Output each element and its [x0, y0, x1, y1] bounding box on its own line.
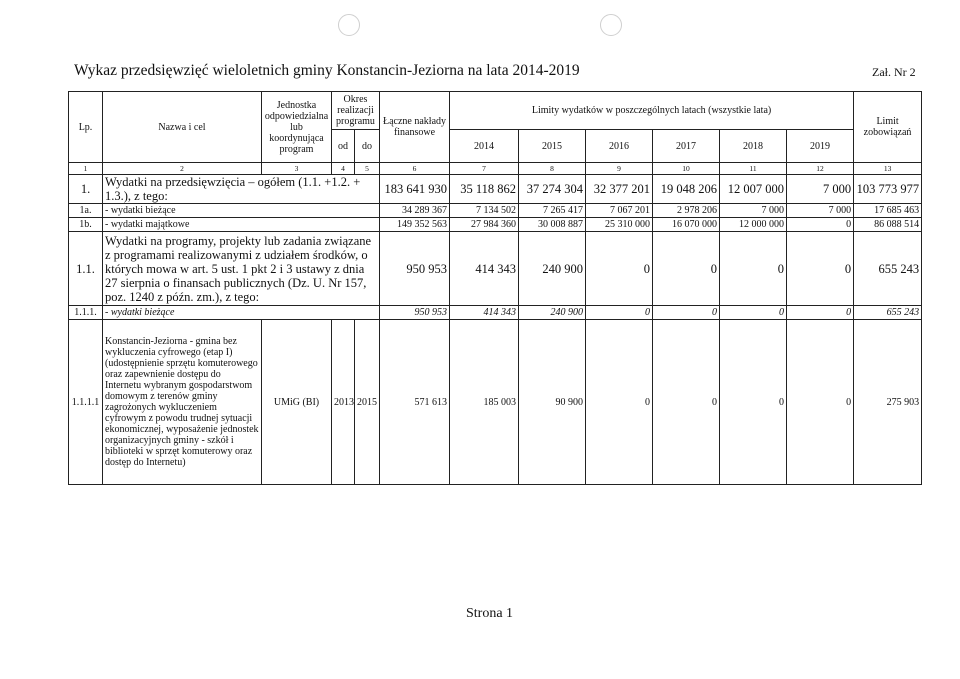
header-from: od [332, 130, 355, 163]
punch-hole-right [600, 14, 622, 36]
row-to: 2015 [355, 320, 380, 485]
header-limit-obligations: Limit zobowiązań [854, 92, 922, 163]
row-2018: 0 [720, 232, 787, 306]
punch-hole-left [338, 14, 360, 36]
column-number: 7 [450, 163, 519, 175]
row-2016: 25 310 000 [586, 218, 653, 232]
row-2018: 7 000 [720, 204, 787, 218]
column-number: 11 [720, 163, 787, 175]
row-total: 149 352 563 [380, 218, 450, 232]
header-total: Łączne nakłady finansowe [380, 92, 450, 163]
table-row [69, 204, 922, 218]
header-year: 2017 [653, 130, 720, 163]
column-number: 4 [332, 163, 355, 175]
row-2018: 0 [720, 320, 787, 485]
row-2014: 185 003 [450, 320, 519, 485]
row-lp: 1.1.1.1 [69, 320, 103, 485]
row-2017: 2 978 206 [653, 204, 720, 218]
row-lp: 1. [69, 175, 103, 204]
table-row [69, 175, 922, 204]
row-2016: 32 377 201 [586, 175, 653, 204]
row-2016: 7 067 201 [586, 204, 653, 218]
projects-table [68, 91, 922, 485]
row-2017: 0 [653, 232, 720, 306]
row-2014: 414 343 [450, 306, 519, 320]
column-number: 5 [355, 163, 380, 175]
header-limits: Limity wydatków w poszczególnych latach (wszystkie lata) [450, 92, 854, 130]
header-unit: Jednostka odpowiedzialna lub koordynująca program [262, 92, 332, 163]
column-number: 8 [519, 163, 586, 175]
header-year: 2016 [586, 130, 653, 163]
row-limit: 275 903 [854, 320, 922, 485]
header-year: 2014 [450, 130, 519, 163]
row-2016: 0 [586, 320, 653, 485]
row-name: Konstancin-Jeziorna - gmina bez wykluczenia cyfrowego (etap I) (udostępnienie sprzętu komuterowego oraz zapewnienie dostępu do Internetu wybranym gospodarstwom domowym z terenów gminy zagrożonych wykluczeniem cyfrowym z powodu trudnej sytuacji ekonomicznej, wyposażenie jednostek organizacyjnych gminy - szkół i biblioteki w sprzęt komuterowy oraz dostęp do Internetu) [103, 320, 262, 485]
row-2015: 7 265 417 [519, 204, 586, 218]
row-2019: 0 [787, 306, 854, 320]
header-period: Okres realizacji programu [332, 92, 380, 130]
header-year: 2015 [519, 130, 586, 163]
row-limit: 86 088 514 [854, 218, 922, 232]
page-footer: Strona 1 [466, 606, 514, 621]
row-2017: 0 [653, 320, 720, 485]
column-number: 13 [854, 163, 922, 175]
row-2018: 12 000 000 [720, 218, 787, 232]
row-from: 2013 [332, 320, 355, 485]
row-2017: 0 [653, 306, 720, 320]
header-row-1 [69, 92, 922, 130]
table-row [69, 320, 922, 485]
row-lp: 1a. [69, 204, 103, 218]
row-2017: 19 048 206 [653, 175, 720, 204]
row-2015: 90 900 [519, 320, 586, 485]
row-unit: UMiG (BI) [262, 320, 332, 485]
attachment-label: Zał. Nr 2 [872, 65, 916, 79]
row-2014: 414 343 [450, 232, 519, 306]
column-number: 10 [653, 163, 720, 175]
row-limit: 17 685 463 [854, 204, 922, 218]
row-2019: 7 000 [787, 175, 854, 204]
column-number: 3 [262, 163, 332, 175]
page-title: Wykaz przedsięwzięć wieloletnich gminy Konstancin-Jeziorna na lata 2014-2019 [74, 62, 580, 79]
row-2014: 35 118 862 [450, 175, 519, 204]
column-number: 12 [787, 163, 854, 175]
row-2015: 240 900 [519, 306, 586, 320]
row-limit: 655 243 [854, 306, 922, 320]
row-total: 950 953 [380, 306, 450, 320]
row-2014: 27 984 360 [450, 218, 519, 232]
header-name: Nazwa i cel [103, 92, 262, 163]
row-2019: 0 [787, 232, 854, 306]
row-2016: 0 [586, 232, 653, 306]
row-name: - wydatki majątkowe [103, 218, 380, 232]
row-2017: 16 070 000 [653, 218, 720, 232]
row-name: Wydatki na przedsięwzięcia – ogółem (1.1. +1.2. + 1.3.), z tego: [103, 175, 380, 204]
table-row [69, 218, 922, 232]
header-year: 2018 [720, 130, 787, 163]
row-2019: 0 [787, 320, 854, 485]
row-name: - wydatki bieżące [103, 204, 380, 218]
row-limit: 655 243 [854, 232, 922, 306]
row-2015: 37 274 304 [519, 175, 586, 204]
row-lp: 1.1.1. [69, 306, 103, 320]
row-name: - wydatki bieżące [103, 306, 380, 320]
header-lp: Lp. [69, 92, 103, 163]
row-2018: 12 007 000 [720, 175, 787, 204]
column-number: 2 [103, 163, 262, 175]
column-number-row [69, 163, 922, 175]
row-total: 34 289 367 [380, 204, 450, 218]
row-lp: 1b. [69, 218, 103, 232]
table-row [69, 306, 922, 320]
row-2015: 30 008 887 [519, 218, 586, 232]
header-to: do [355, 130, 380, 163]
row-2016: 0 [586, 306, 653, 320]
header-year: 2019 [787, 130, 854, 163]
row-limit: 103 773 977 [854, 175, 922, 204]
table-row [69, 232, 922, 306]
column-number: 6 [380, 163, 450, 175]
row-2014: 7 134 502 [450, 204, 519, 218]
row-name: Wydatki na programy, projekty lub zadania związane z programami realizowanymi z udziałem środków, o których mowa w art. 5 ust. 1 pkt 2 i 3 ustawy z dnia 27 sierpnia o finansach publicznych (Dz. U. Nr 157, poz. 1240 z późn. zm.), z tego: [103, 232, 380, 306]
row-total: 571 613 [380, 320, 450, 485]
row-total: 950 953 [380, 232, 450, 306]
column-number: 9 [586, 163, 653, 175]
row-2019: 7 000 [787, 204, 854, 218]
column-number: 1 [69, 163, 103, 175]
row-total: 183 641 930 [380, 175, 450, 204]
row-2019: 0 [787, 218, 854, 232]
row-2018: 0 [720, 306, 787, 320]
row-2015: 240 900 [519, 232, 586, 306]
row-lp: 1.1. [69, 232, 103, 306]
